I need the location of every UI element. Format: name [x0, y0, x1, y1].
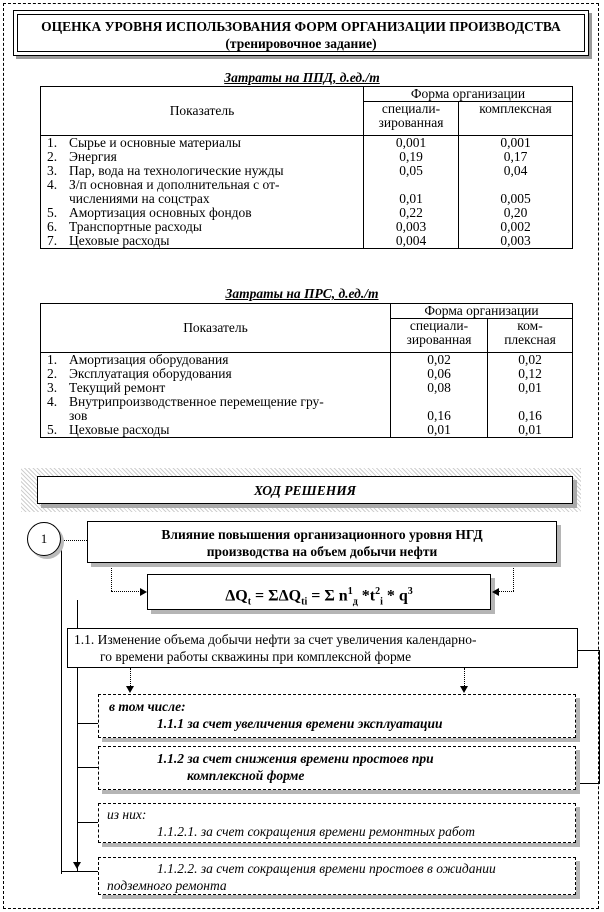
table1-header-specialized: специали- зированная [364, 102, 459, 136]
table-row: 1. Сырье и основные материалы [47, 135, 241, 150]
table-row: 3. Пар, вода на технологические нужды [47, 163, 284, 178]
table1-header-complex: комплексная [459, 102, 573, 136]
table2-labels [41, 353, 391, 438]
table2-caption: Затраты на ПРС, д.ед./т [225, 286, 379, 301]
item-1-1-2-2-box: 1.1.2.2. за счет сокращения времени простоев в ожидании подземного ремонта [98, 857, 576, 895]
arrow-left-icon [492, 588, 499, 596]
table2-header-form: Форма организации [391, 304, 573, 319]
table1-header-form: Форма организации [364, 87, 573, 102]
table-row: 6. Транспортные расходы [47, 219, 202, 234]
table-row-cont: числениями на соцстрах [69, 191, 210, 206]
table2-header-indicator: Показатель [41, 304, 391, 353]
branch-2 [77, 767, 98, 768]
table2-specialized-values: 0,02 0,06 0,08 0,16 0,01 [391, 353, 488, 438]
table1-header-indicator: Показатель [41, 87, 364, 136]
title-box [13, 10, 589, 56]
arrow-down-icon [73, 862, 81, 869]
table-prs-costs [40, 303, 573, 438]
connector-right-top [578, 650, 599, 651]
table-row: 1. Амортизация оборудования [47, 352, 229, 367]
arrow-down-icon [126, 686, 134, 693]
item-1-1-box: 1.1. Изменение объема добычи нефти за счет увеличения календарно- го времени работы скважины при комплексной форме [67, 628, 578, 668]
branch-3 [77, 822, 98, 823]
table-row: 5. Амортизация основных фондов [47, 205, 252, 220]
table-row: 4. З/п основная и дополнительная с от- [47, 177, 280, 192]
formula-box: $\Delta Q_t = \Sigma\Delta Q_{ti} = \Sigma$ $n^1_д$ $*t^2_i * q^3$ [147, 574, 491, 610]
table-row: 3. Текущий ремонт [47, 380, 166, 395]
item-1-1-1-box: в том числе: 1.1.1 за счет увеличения времени эксплуатации [98, 694, 576, 738]
step-number-circle: 1 [27, 522, 61, 556]
connector-right [599, 650, 600, 784]
table-row: 2. Энергия [47, 149, 117, 164]
solution-heading: ХОД РЕШЕНИЯ [37, 476, 573, 504]
table-row: 2. Эксплуатация оборудования [47, 366, 232, 381]
branch-4 [61, 871, 98, 872]
table1-caption: Затраты на ППД, д.ед./т [224, 70, 380, 85]
table1-specialized-values: 0,001 0,19 0,05 0,01 0,22 0,003 0,004 [364, 136, 459, 249]
connector-formula-left [111, 563, 112, 591]
table-row-cont: зов [69, 408, 88, 423]
influence-box: Влияние повышения организационного уровня НГД производства на объем добычи нефти [87, 521, 557, 563]
table2-header-complex: ком- плексная [488, 319, 573, 353]
table1-complex-values: 0,001 0,17 0,04 0,005 0,20 0,002 0,003 [459, 136, 573, 249]
table-ppd-costs [40, 86, 573, 249]
table1-labels [41, 136, 364, 249]
arrow-down-icon [460, 686, 468, 693]
table-row: 4. Внутрипроизводственное перемещение гру- [47, 394, 324, 409]
table-row: 7. Цеховые расходы [47, 233, 170, 248]
connector-formula-right [513, 563, 514, 591]
branch-1 [77, 723, 98, 724]
page-subtitle: (тренировочное задание) [225, 36, 377, 51]
item-1-1-2-box: 1.1.2 за счет снижения времени простоев при комплексной форме [98, 746, 576, 790]
arrow-right-icon [140, 588, 147, 596]
table2-header-specialized: специали- зированная [391, 319, 488, 353]
connector-vertical [61, 546, 62, 874]
table-row: 5. Цеховые расходы [47, 422, 170, 437]
connector-right-bottom [578, 783, 599, 784]
page-title: ОЦЕНКА УРОВНЯ ИСПОЛЬЗОВАНИЯ ФОРМ ОРГАНИЗАЦИИ ПРОИЗВОДСТВА [41, 19, 561, 34]
connector-h [59, 540, 87, 541]
table2-complex-values: 0,02 0,12 0,01 0,16 0,01 [488, 353, 573, 438]
item-1-1-2-1-box: из них: 1.1.2.1. за счет сокращения времени ремонтных работ [98, 803, 576, 843]
